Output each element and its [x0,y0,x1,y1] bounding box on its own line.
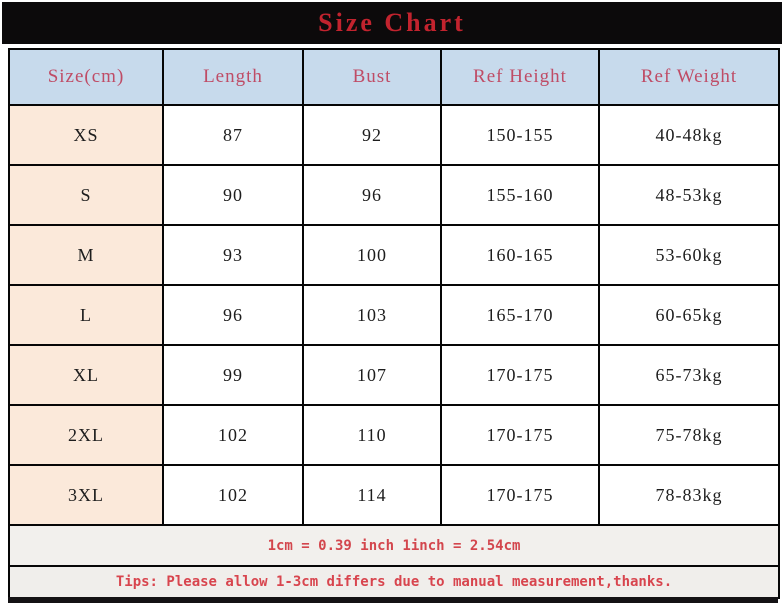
length-cell: 102 [163,405,303,465]
length-cell: 102 [163,465,303,525]
bust-cell: 96 [303,165,441,225]
size-cell: L [9,285,163,345]
tips-note-row [9,566,779,598]
tips-note: Tips: Please allow 1-3cm differs due to manual measurement,thanks. [9,566,779,598]
header-cell-ref-height: Ref Height [441,49,599,105]
length-cell: 99 [163,345,303,405]
size-cell: 3XL [9,465,163,525]
conversion-note-row [9,525,779,566]
size-table [8,48,780,599]
ref-height-cell: 150-155 [441,105,599,165]
table-row [9,405,779,465]
table-row [9,345,779,405]
length-cell: 93 [163,225,303,285]
table-row [9,165,779,225]
table-row [9,285,779,345]
length-cell: 90 [163,165,303,225]
ref-weight-cell: 53-60kg [599,225,779,285]
header-cell-ref-weight: Ref Weight [599,49,779,105]
ref-height-cell: 170-175 [441,465,599,525]
ref-height-cell: 170-175 [441,345,599,405]
bust-cell: 110 [303,405,441,465]
size-cell: M [9,225,163,285]
conversion-note: 1cm = 0.39 inch 1inch = 2.54cm [9,525,779,566]
title-bar [2,2,782,44]
ref-weight-cell: 75-78kg [599,405,779,465]
header-row [9,49,779,105]
length-cell: 96 [163,285,303,345]
bust-cell: 92 [303,105,441,165]
size-cell: XS [9,105,163,165]
ref-height-cell: 165-170 [441,285,599,345]
bust-cell: 103 [303,285,441,345]
header-cell-length: Length [163,49,303,105]
size-cell: S [9,165,163,225]
ref-weight-cell: 65-73kg [599,345,779,405]
ref-weight-cell: 40-48kg [599,105,779,165]
ref-height-cell: 160-165 [441,225,599,285]
bust-cell: 100 [303,225,441,285]
ref-weight-cell: 48-53kg [599,165,779,225]
page-title: Size Chart [318,8,466,37]
header-cell-size: Size(cm) [9,49,163,105]
ref-weight-cell: 78-83kg [599,465,779,525]
bust-cell: 114 [303,465,441,525]
table-row [9,105,779,165]
ref-weight-cell: 60-65kg [599,285,779,345]
bottom-bar [8,597,778,603]
table-row [9,225,779,285]
header-cell-bust: Bust [303,49,441,105]
size-cell: XL [9,345,163,405]
ref-height-cell: 155-160 [441,165,599,225]
table-row [9,465,779,525]
ref-height-cell: 170-175 [441,405,599,465]
size-cell: 2XL [9,405,163,465]
bust-cell: 107 [303,345,441,405]
length-cell: 87 [163,105,303,165]
